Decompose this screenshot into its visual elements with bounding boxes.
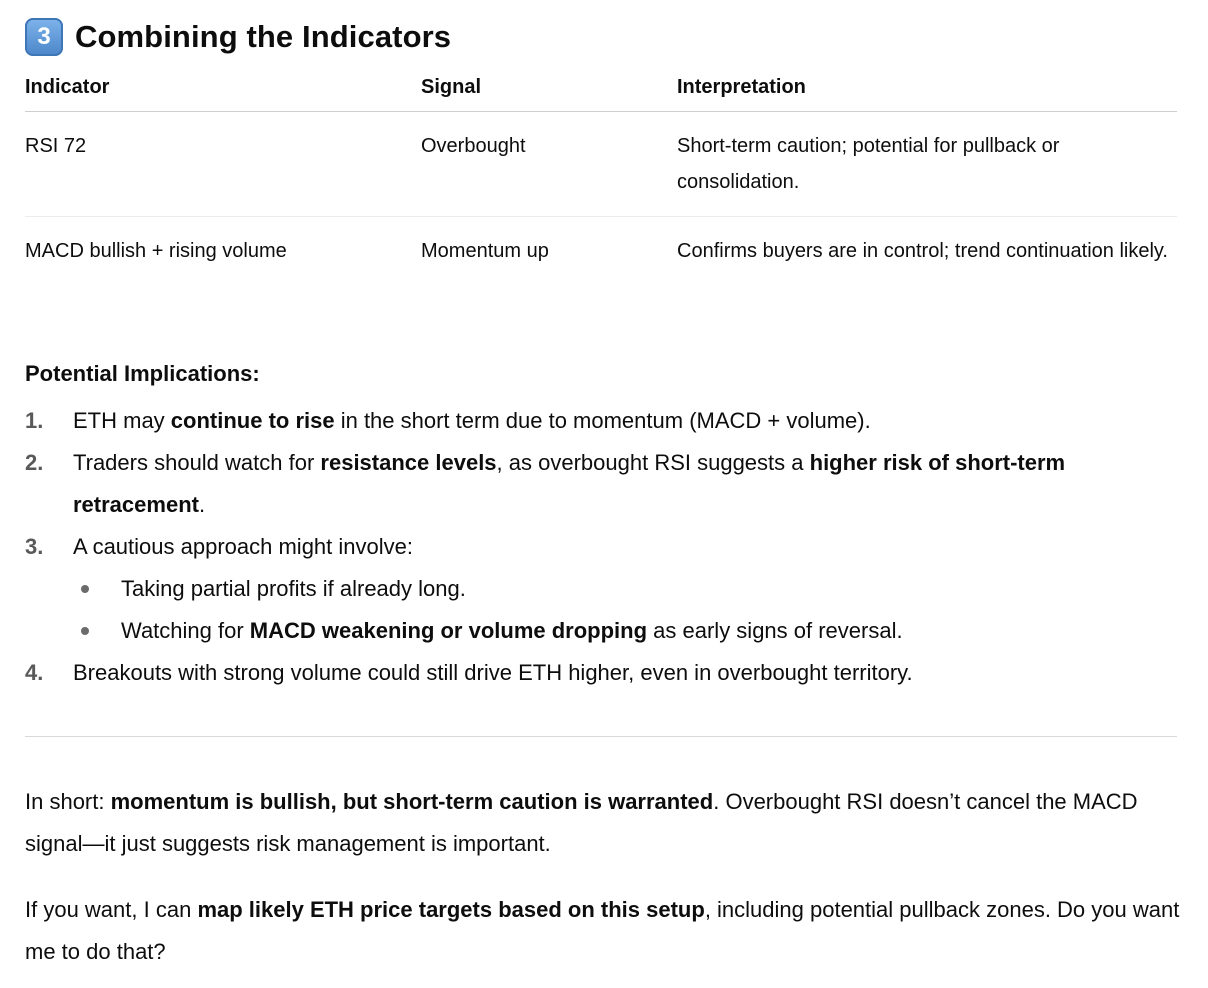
sub-list-item <box>73 568 1177 610</box>
text: Breakouts with strong volume could still drive ETH higher, even in overbought territory. <box>73 660 913 685</box>
bold-text: higher risk of short-term retracement <box>73 450 1066 517</box>
column-header: Signal <box>421 64 677 112</box>
list-number: 2. <box>25 450 44 475</box>
bold-text: MACD weakening or volume dropping <box>249 618 648 643</box>
list-item <box>25 400 1177 442</box>
divider <box>25 736 1177 737</box>
text: . <box>198 492 206 517</box>
bullet-icon <box>81 585 89 593</box>
text: If you want, I can <box>25 897 198 922</box>
bold-text: resistance levels <box>320 450 497 475</box>
table-cell: Short-term caution; potential for pullback or consolidation. <box>677 112 1177 217</box>
list-number: 3. <box>25 534 44 559</box>
sub-list <box>73 568 1177 652</box>
bold-text: map likely ETH price targets based on this setup <box>197 897 705 922</box>
text: ETH may <box>73 408 171 433</box>
table-cell: MACD bullish + rising volume <box>25 240 287 262</box>
table-row <box>25 217 1177 274</box>
table-cell: Confirms buyers are in control; trend continuation likely. <box>677 240 1168 262</box>
keycap-number-icon: 3 <box>25 18 63 56</box>
text: A cautious approach might involve: <box>73 534 413 559</box>
table-cell: Overbought <box>421 112 677 217</box>
bold-text: momentum is bullish, but short-term caution is warranted <box>110 789 714 814</box>
text: Taking partial profits if already long. <box>121 576 466 601</box>
text: . Overbought RSI doesn’t cancel the MACD signal—it just suggests risk management is important. <box>25 789 1138 856</box>
list-number: 1. <box>25 408 44 433</box>
bullet-icon <box>81 627 89 635</box>
implications-list <box>25 400 1177 694</box>
text: as early signs of reversal. <box>647 618 903 643</box>
table-header-row <box>25 64 1177 112</box>
column-header: Indicator <box>25 64 421 112</box>
column-header: Interpretation <box>677 64 1177 112</box>
list-item <box>25 526 1177 652</box>
section-heading <box>25 15 451 59</box>
summary-paragraph <box>25 781 1185 865</box>
table-cell: Momentum up <box>421 240 549 262</box>
offer-paragraph <box>25 889 1185 973</box>
list-item <box>25 442 1177 526</box>
text: Watching for <box>121 618 250 643</box>
sub-list-item <box>73 610 1177 652</box>
list-item <box>25 652 1177 694</box>
section-title: Combining the Indicators <box>75 19 452 54</box>
table-cell: RSI 72 <box>25 112 421 217</box>
text: , as overbought RSI suggests a <box>496 450 810 475</box>
bold-text: continue to rise <box>170 408 335 433</box>
text: Traders should watch for <box>73 450 321 475</box>
text: , including potential pullback zones. Do you want me to do that? <box>25 897 1180 964</box>
text: in the short term due to momentum (MACD + volume). <box>334 408 871 433</box>
indicators-table <box>25 64 1177 273</box>
table-row <box>25 112 1177 217</box>
implications-title: Potential Implications: <box>25 361 260 386</box>
list-number: 4. <box>25 660 44 685</box>
text: In short: <box>25 789 111 814</box>
